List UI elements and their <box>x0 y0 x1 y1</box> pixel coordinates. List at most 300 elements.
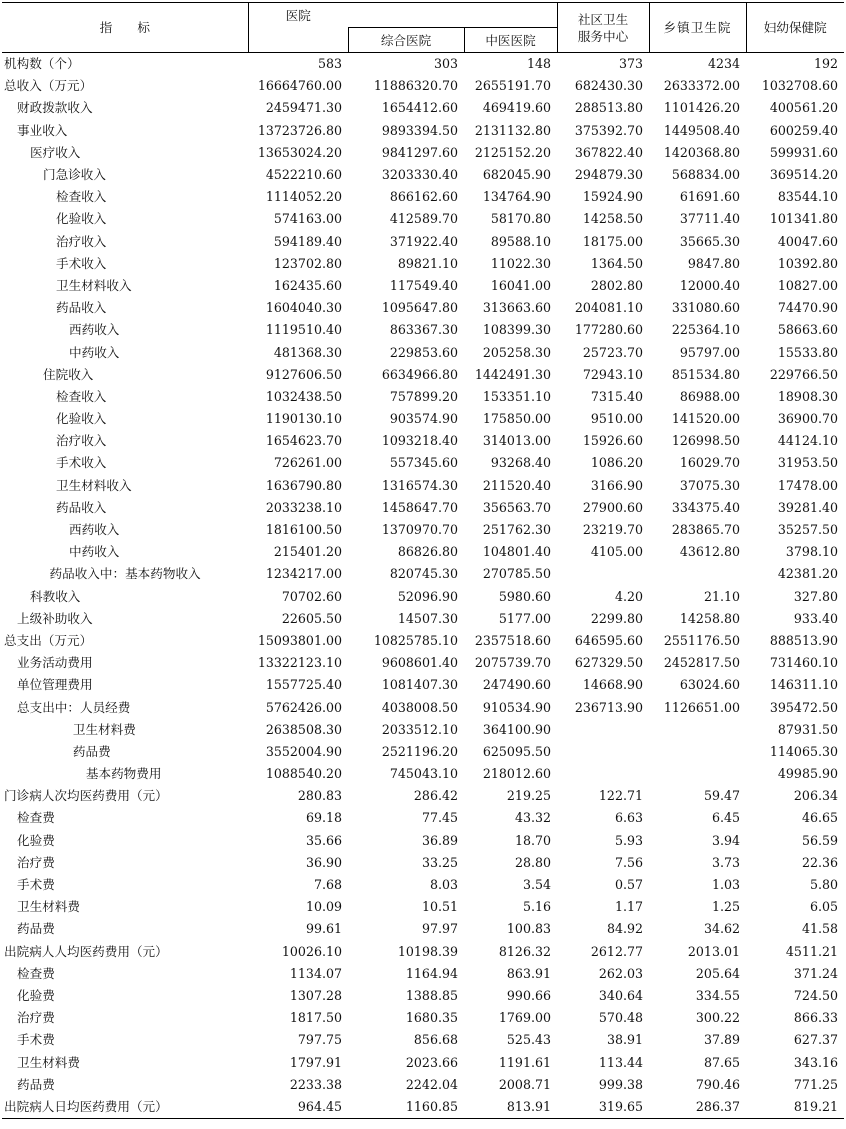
township-hospital-value: 6.45 <box>711 810 740 826</box>
maternal-child-value: 49985.90 <box>777 766 838 782</box>
tcm-hospital-value: 2655191.70 <box>474 78 551 94</box>
township-hospital-value: 21.10 <box>703 588 740 604</box>
row-label: 卫生材料收入 <box>56 277 132 293</box>
general-hospital-value: 1095647.80 <box>381 300 458 316</box>
row-label: 医疗收入 <box>30 144 81 160</box>
maternal-child-value: 42381.20 <box>777 566 838 582</box>
row-label: 出院病人日均医药费用（元） <box>4 1098 168 1114</box>
table-row <box>2 386 844 408</box>
township-hospital-value: 43612.80 <box>679 544 740 560</box>
township-hospital-value: 37.89 <box>703 1032 740 1048</box>
tcm-hospital-value: 16041.00 <box>490 277 551 293</box>
general-hospital-value: 9608601.40 <box>381 655 458 671</box>
table-row <box>2 231 844 253</box>
table-row <box>2 941 844 963</box>
tcm-hospital-value: 2125152.20 <box>474 144 551 160</box>
maternal-child-value: 87931.50 <box>777 721 838 737</box>
table-row <box>2 741 844 763</box>
community-center-value <box>557 741 649 763</box>
maternal-child-value: 74470.90 <box>777 300 838 316</box>
community-center-value: 3166.90 <box>590 477 643 493</box>
maternal-child-value: 15533.80 <box>777 344 838 360</box>
table-row <box>2 852 844 874</box>
hospital-value: 964.45 <box>297 1098 342 1114</box>
table-row <box>2 75 844 97</box>
table-body <box>2 53 844 1119</box>
general-hospital-value: 866162.60 <box>389 189 458 205</box>
township-hospital-value <box>649 719 746 741</box>
table-row <box>2 763 844 785</box>
township-hospital-value: 37711.40 <box>679 211 740 227</box>
tcm-hospital-value: 3.54 <box>522 877 551 893</box>
hospital-value: 13723726.80 <box>257 122 342 138</box>
township-hospital-value: 61691.60 <box>679 189 740 205</box>
hospital-value: 99.61 <box>305 921 342 937</box>
general-hospital-value: 820745.30 <box>389 566 458 582</box>
row-label: 检查收入 <box>56 189 107 205</box>
township-hospital-value <box>649 763 746 785</box>
maternal-child-value: 724.50 <box>793 987 838 1003</box>
row-label: 西药收入 <box>69 322 120 338</box>
hospital-value: 574163.00 <box>273 211 342 227</box>
hospital-value: 481368.30 <box>273 344 342 360</box>
table-row <box>2 586 844 608</box>
tcm-hospital-value: 104801.40 <box>482 544 551 560</box>
row-label: 门诊病人次均医药费用（元） <box>4 788 168 804</box>
row-label: 治疗收入 <box>56 233 107 249</box>
tcm-hospital-value: 2357518.60 <box>474 632 551 648</box>
township-hospital-value: 3.73 <box>711 854 740 870</box>
table-row <box>2 497 844 519</box>
general-hospital-value: 2521196.20 <box>381 743 458 759</box>
township-hospital-value: 334375.40 <box>671 499 740 515</box>
row-label: 卫生材料费 <box>17 1054 80 1070</box>
community-center-value: 27900.60 <box>582 499 643 515</box>
tcm-hospital-value: 2131132.80 <box>474 122 551 138</box>
township-hospital-value: 2633372.00 <box>663 78 740 94</box>
hospital-value: 280.83 <box>297 788 342 804</box>
township-hospital-value: 59.47 <box>703 788 740 804</box>
general-hospital-value: 1680.35 <box>405 1010 458 1026</box>
hospital-value: 35.66 <box>305 832 342 848</box>
township-hospital-value: 1126651.00 <box>663 699 740 715</box>
community-header-line2: 服务中心 <box>577 28 629 44</box>
hospital-value: 797.75 <box>297 1032 342 1048</box>
maternal-child-value: 46.65 <box>801 810 838 826</box>
maternal-child-value: 771.25 <box>793 1076 838 1092</box>
tcm-hospital-value: 100.83 <box>506 921 551 937</box>
row-label: 财政拨款收入 <box>17 100 93 116</box>
maternal-child-value: 192 <box>813 56 838 72</box>
row-label: 西药收入 <box>69 522 120 538</box>
row-label: 机构数（个） <box>4 56 80 72</box>
community-center-value: 1086.20 <box>590 455 643 471</box>
township-hospital-value: 87.65 <box>703 1054 740 1070</box>
township-hospital-value: 2551176.50 <box>663 632 740 648</box>
hospital-value: 36.90 <box>305 854 342 870</box>
hospital-value: 215401.20 <box>273 544 342 560</box>
general-hospital-value: 10198.39 <box>397 943 458 959</box>
township-hospital-value: 568834.00 <box>671 167 740 183</box>
table-row <box>2 785 844 807</box>
row-label: 基本药物费用 <box>85 766 162 782</box>
township-hospital-value: 37075.30 <box>679 477 740 493</box>
township-hospital-value: 790.46 <box>695 1076 740 1092</box>
hospital-value: 1654623.70 <box>265 433 342 449</box>
community-center-value: 15924.90 <box>582 189 643 205</box>
row-label: 卫生材料收入 <box>56 477 132 493</box>
table-row <box>2 297 844 319</box>
community-center-value: 294879.30 <box>574 167 643 183</box>
row-label: 科教收入 <box>30 588 81 604</box>
township-hospital-value: 12000.40 <box>679 277 740 293</box>
maternal-child-value: 888513.90 <box>769 632 838 648</box>
township-hospital-value: 2013.01 <box>687 943 740 959</box>
maternal-child-value: 35257.50 <box>777 522 838 538</box>
table-row <box>2 1029 844 1051</box>
tcm-hospital-value: 910534.90 <box>482 699 551 715</box>
tcm-hospital-value: 2075739.70 <box>474 655 551 671</box>
maternal-child-value: 819.21 <box>793 1098 838 1114</box>
general-hospital-value: 229853.60 <box>389 344 458 360</box>
hospital-value: 10.09 <box>305 899 342 915</box>
township-hospital-value: 63024.60 <box>679 677 740 693</box>
hospital-value: 1032438.50 <box>265 388 342 404</box>
hospital-value: 70702.60 <box>281 588 342 604</box>
maternal-child-value: 31953.50 <box>777 455 838 471</box>
table-row <box>2 142 844 164</box>
community-center-value: 113.44 <box>598 1054 643 1070</box>
tcm-hospital-value: 5177.00 <box>498 610 551 626</box>
tcm-hospital-value: 813.91 <box>506 1098 551 1114</box>
table-row <box>2 319 844 341</box>
row-label: 出院病人人均医药费用（元） <box>4 943 168 959</box>
row-label: 药品收入中：基本药物收入 <box>49 566 201 582</box>
tcm-hospital-value: 863.91 <box>506 965 551 981</box>
community-center-value: 319.65 <box>598 1098 643 1114</box>
community-center-value: 7315.40 <box>590 388 643 404</box>
hospital-value: 9127606.50 <box>265 366 342 382</box>
table-row <box>2 674 844 696</box>
maternal-child-value: 44124.10 <box>777 433 838 449</box>
hospital-value: 16664760.00 <box>257 78 342 94</box>
table-row <box>2 918 844 940</box>
township-hospital-value: 35665.30 <box>679 233 740 249</box>
row-label: 卫生材料费 <box>17 899 80 915</box>
community-center-value: 999.38 <box>598 1076 643 1092</box>
tcm-hospital-value: 5980.60 <box>498 588 551 604</box>
general-hospital-value: 14507.30 <box>397 610 458 626</box>
tcm-hospital-value: 5.16 <box>522 899 551 915</box>
hospital-value: 1190130.10 <box>265 411 342 427</box>
hospital-value: 1114052.20 <box>265 189 342 205</box>
table-row <box>2 186 844 208</box>
community-center-value: 262.03 <box>598 965 643 981</box>
table-row <box>2 652 844 674</box>
maternal-child-value: 371.24 <box>793 965 838 981</box>
community-center-value: 72943.10 <box>582 366 643 382</box>
row-label: 化验收入 <box>56 411 107 427</box>
hospital-value: 1557725.40 <box>265 677 342 693</box>
general-hospital-value: 2242.04 <box>405 1076 458 1092</box>
general-hospital-value: 286.42 <box>413 788 458 804</box>
general-hospital-value: 3203330.40 <box>381 167 458 183</box>
hospital-value: 15093801.00 <box>257 632 342 648</box>
hospital-value: 2638508.30 <box>265 721 342 737</box>
row-label: 总支出中：人员经费 <box>17 699 131 715</box>
table-row <box>2 164 844 186</box>
table-header <box>2 3 844 53</box>
general-hospital-value: 1388.85 <box>405 987 458 1003</box>
tcm-hospital-value: 314013.00 <box>482 433 551 449</box>
tcm-hospital-value: 211520.40 <box>482 477 551 493</box>
community-center-header <box>557 3 649 53</box>
maternal-child-value: 146311.10 <box>769 677 838 693</box>
township-hospital-value: 225364.10 <box>671 322 740 338</box>
community-center-value: 6.63 <box>614 810 643 826</box>
tcm-hospital-value: 990.66 <box>506 987 551 1003</box>
hospital-value: 1797.91 <box>289 1054 342 1070</box>
community-header-line1: 社区卫生 <box>577 11 629 27</box>
maternal-child-value: 600259.40 <box>769 122 838 138</box>
maternal-child-value: 83544.10 <box>777 189 838 205</box>
tcm-hospital-value: 469419.60 <box>482 100 551 116</box>
tcm-hospital-value: 356563.70 <box>482 499 551 515</box>
community-center-value: 570.48 <box>598 1010 643 1026</box>
tcm-hospital-value: 1191.61 <box>498 1054 551 1070</box>
maternal-child-value: 3798.10 <box>785 544 838 560</box>
row-label: 手术收入 <box>56 255 107 271</box>
maternal-child-value: 58663.60 <box>777 322 838 338</box>
township-hospital-value: 14258.80 <box>679 610 740 626</box>
row-label: 化验费 <box>17 832 55 848</box>
community-center-value: 627329.50 <box>574 655 643 671</box>
community-center-value: 373 <box>618 56 643 72</box>
township-hospital-value <box>649 563 746 585</box>
row-label: 药品费 <box>72 743 111 759</box>
community-center-value <box>557 763 649 785</box>
general-hospital-value: 10.51 <box>421 899 458 915</box>
township-hospital-value: 286.37 <box>695 1098 740 1114</box>
maternal-child-header: 妇幼保健院 <box>746 3 844 53</box>
community-center-value: 682430.30 <box>574 78 643 94</box>
row-label: 药品费 <box>17 921 55 937</box>
hospital-value: 69.18 <box>305 810 342 826</box>
row-label: 上级补助收入 <box>17 610 93 626</box>
table-row <box>2 519 844 541</box>
township-hospital-value: 2452817.50 <box>663 655 740 671</box>
township-hospital-value: 95797.00 <box>679 344 740 360</box>
maternal-child-value: 206.34 <box>793 788 838 804</box>
community-center-value: 375392.70 <box>574 122 643 138</box>
table-row <box>2 430 844 452</box>
community-center-value: 1.17 <box>614 899 643 915</box>
community-center-value: 367822.40 <box>574 144 643 160</box>
maternal-child-value: 5.80 <box>809 877 838 893</box>
general-hospital-value: 1458647.70 <box>381 499 458 515</box>
table-row <box>2 275 844 297</box>
community-center-value: 288513.80 <box>574 100 643 116</box>
township-hospital-value: 205.64 <box>695 965 740 981</box>
general-hospital-value: 9841297.60 <box>381 144 458 160</box>
hospital-value: 3552004.90 <box>265 743 342 759</box>
hospital-value: 1636790.80 <box>265 477 342 493</box>
maternal-child-value: 101341.80 <box>769 211 838 227</box>
township-hospital-value: 1101426.20 <box>663 100 740 116</box>
maternal-child-value: 933.40 <box>793 610 838 626</box>
maternal-child-value: 369514.20 <box>769 167 838 183</box>
table-row <box>2 541 844 563</box>
community-center-value: 4105.00 <box>590 544 643 560</box>
hospital-value: 123702.80 <box>273 255 342 271</box>
tcm-hospital-value: 625095.50 <box>482 743 551 759</box>
hospital-value: 1817.50 <box>289 1010 342 1026</box>
tcm-hospital-value: 313663.60 <box>482 300 551 316</box>
tcm-hospital-value: 251762.30 <box>482 522 551 538</box>
row-label: 治疗收入 <box>56 433 107 449</box>
tcm-hospital-value: 148 <box>526 56 551 72</box>
row-label: 检查收入 <box>56 388 107 404</box>
tcm-hospital-value: 18.70 <box>514 832 551 848</box>
general-hospital-value: 6634966.80 <box>381 366 458 382</box>
row-label: 中药收入 <box>69 344 120 360</box>
general-hospital-value: 89821.10 <box>397 255 458 271</box>
table-row <box>2 53 844 76</box>
general-hospital-value: 86826.80 <box>397 544 458 560</box>
maternal-child-value: 866.33 <box>793 1010 838 1026</box>
table-row <box>2 985 844 1007</box>
tcm-hospital-value: 28.80 <box>514 854 551 870</box>
table-row <box>2 120 844 142</box>
maternal-child-value: 17478.00 <box>777 477 838 493</box>
community-center-value: 236713.90 <box>574 699 643 715</box>
community-center-value: 340.64 <box>598 987 643 1003</box>
tcm-hospital-value: 43.32 <box>514 810 551 826</box>
table-row <box>2 807 844 829</box>
general-hospital-value: 856.68 <box>413 1032 458 1048</box>
hospital-value: 594189.40 <box>273 233 342 249</box>
maternal-child-value: 40047.60 <box>777 233 838 249</box>
table-row <box>2 364 844 386</box>
general-hospital-value: 8.03 <box>429 877 458 893</box>
general-hospital-value: 9893394.50 <box>381 122 458 138</box>
row-label: 住院收入 <box>43 366 94 382</box>
tcm-hospital-value: 11022.30 <box>490 255 551 271</box>
table-row <box>2 475 844 497</box>
township-hospital-value: 4234 <box>707 56 740 72</box>
maternal-child-value: 36900.70 <box>777 411 838 427</box>
community-center-value <box>557 719 649 741</box>
community-center-value: 1364.50 <box>590 255 643 271</box>
row-label: 化验费 <box>17 987 55 1003</box>
township-hospital-value: 86988.00 <box>679 388 740 404</box>
township-hospital-value: 3.94 <box>711 832 740 848</box>
row-label: 手术费 <box>17 877 55 893</box>
maternal-child-value: 10827.00 <box>777 277 838 293</box>
hospital-value: 22605.50 <box>281 610 342 626</box>
hospital-header: 医院 <box>248 3 348 28</box>
hospital-value: 2459471.30 <box>265 100 342 116</box>
general-hospital-value: 745043.10 <box>389 766 458 782</box>
hospital-value: 1119510.40 <box>265 322 342 338</box>
hospital-value: 7.68 <box>313 877 342 893</box>
general-hospital-value: 1081407.30 <box>381 677 458 693</box>
community-center-value: 5.93 <box>614 832 643 848</box>
hospital-value: 2033238.10 <box>265 499 342 515</box>
general-hospital-value: 117549.40 <box>389 277 458 293</box>
community-center-value: 0.57 <box>614 877 643 893</box>
tcm-hospital-value: 525.43 <box>506 1032 551 1048</box>
general-hospital-value: 4038008.50 <box>381 699 458 715</box>
general-hospital-value: 371922.40 <box>389 233 458 249</box>
row-label: 总支出（万元） <box>4 632 93 648</box>
tcm-hospital-value: 93268.40 <box>490 455 551 471</box>
hospital-header-spacer <box>248 28 348 53</box>
row-label: 药品收入 <box>56 499 107 515</box>
maternal-child-value: 56.59 <box>801 832 838 848</box>
row-label: 总收入（万元） <box>4 78 93 94</box>
general-hospital-value: 2023.66 <box>405 1054 458 1070</box>
general-hospital-value: 2033512.10 <box>381 721 458 737</box>
general-hospital-header: 综合医院 <box>348 28 464 53</box>
table-row <box>2 341 844 363</box>
maternal-child-value: 327.80 <box>793 588 838 604</box>
general-hospital-value: 1654412.60 <box>381 100 458 116</box>
table-row <box>2 630 844 652</box>
tcm-hospital-value: 2008.71 <box>498 1076 551 1092</box>
tcm-hospital-value: 153351.10 <box>482 388 551 404</box>
hospital-subgroup-spacer <box>348 3 557 28</box>
township-hospital-value: 141520.00 <box>671 411 740 427</box>
table-row <box>2 563 844 585</box>
tcm-hospital-value: 1769.00 <box>498 1010 551 1026</box>
tcm-hospital-value: 58170.80 <box>490 211 551 227</box>
township-hospital-value: 283865.70 <box>671 522 740 538</box>
maternal-child-value: 343.16 <box>793 1054 838 1070</box>
table-row <box>2 1074 844 1096</box>
hospital-value: 1816100.50 <box>265 522 342 538</box>
general-hospital-value: 77.45 <box>421 810 458 826</box>
table-row <box>2 874 844 896</box>
table-row <box>2 1007 844 1029</box>
row-label: 门急诊收入 <box>43 167 106 183</box>
tcm-hospital-value: 218012.60 <box>482 766 551 782</box>
tcm-hospital-value: 364100.90 <box>482 721 551 737</box>
maternal-child-value: 18908.30 <box>777 388 838 404</box>
tcm-hospital-value: 247490.60 <box>482 677 551 693</box>
maternal-child-value: 395472.50 <box>769 699 838 715</box>
tcm-hospital-value: 134764.90 <box>482 189 551 205</box>
maternal-child-value: 6.05 <box>809 899 838 915</box>
hospital-value: 1134.07 <box>289 965 342 981</box>
general-hospital-value: 303 <box>433 56 458 72</box>
table-row <box>2 830 844 852</box>
row-label: 检查费 <box>17 965 55 981</box>
general-hospital-value: 33.25 <box>421 854 458 870</box>
tcm-hospital-value: 219.25 <box>506 788 551 804</box>
tcm-hospital-value: 175850.00 <box>482 411 551 427</box>
general-hospital-value: 97.97 <box>421 921 458 937</box>
hospital-value: 1234217.00 <box>265 566 342 582</box>
township-hospital-value: 1.25 <box>711 899 740 915</box>
community-center-value: 9510.00 <box>590 411 643 427</box>
community-center-value: 38.91 <box>606 1032 643 1048</box>
table-row <box>2 896 844 918</box>
table-row <box>2 452 844 474</box>
hospital-value: 1604040.30 <box>265 300 342 316</box>
hospital-value: 13653024.20 <box>257 144 342 160</box>
row-label: 化验收入 <box>56 211 107 227</box>
